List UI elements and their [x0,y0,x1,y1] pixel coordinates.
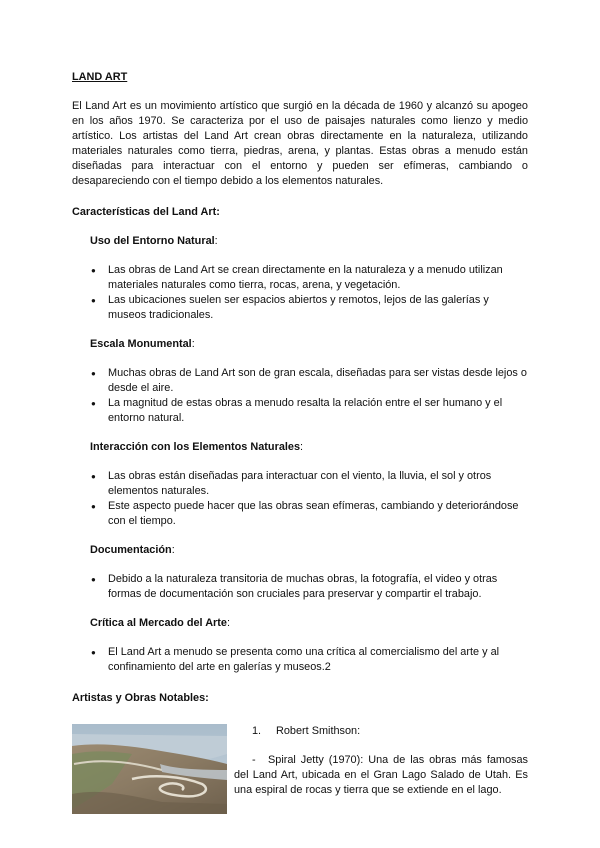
intro-paragraph: El Land Art es un movimiento artístico que surgió en la década de 1960 y alcanzó su apogeo en los años 1970. Se caracteriza por el uso de paisajes naturales como lienzo y medio artístico. Los artistas del Land Art crean obras directamente en la naturaleza, utilizando materiales naturales como tierra, piedras, arena, y plantas. Estas obras a menudo están diseñadas para interactuar con el entorno y pueden ser efímeras, cambiando o desapareciendo con el tiempo debido a los elementos naturales. [72,100,528,187]
artist-name: 1. Robert Smithson: [252,725,361,737]
artist-work: - Spiral Jetty (1970): Una de las obras más famosas del Land Art, ubicada en el Gran Lago Salado de Utah. Es una espiral de rocas y tierra que se extiende en el lago. [234,754,528,796]
list-item: ● La magnitud de estas obras a menudo resalta la relación entre el ser humano y el entorno natural. [108,396,528,426]
bullet-list [90,572,528,602]
section-heading: Interacción con los Elementos Naturales: [90,441,304,453]
list-item: ● Las obras de Land Art se crean directamente en la naturaleza y a menudo utilizan materiales naturales como tierra, rocas, arena, y vegetación. [108,263,528,293]
section-heading: Uso del Entorno Natural: [90,235,218,247]
artist-entry [72,724,528,824]
list-item: ● Las obras están diseñadas para interactuar con el viento, la lluvia, el sol y otros elementos naturales. [108,469,528,499]
section-heading: Crítica al Mercado del Arte: [90,617,231,629]
bullet-list [90,469,528,529]
characteristics-heading: Características del Land Art: [72,206,220,218]
bullet-list [90,645,528,675]
section-heading: Documentación: [90,544,175,556]
section-heading: Escala Monumental: [90,338,195,350]
document-title: LAND ART [72,71,128,83]
list-item: ● Debido a la naturaleza transitoria de muchas obras, la fotografía, el video y otras formas de documentación son cruciales para preservar y compartir el trabajo. [108,572,528,602]
spiral-jetty-photo [72,724,227,814]
list-item: ● Muchas obras de Land Art son de gran escala, diseñadas para ser vistas desde lejos o desde el aire. [108,366,528,396]
bullet-list [90,263,528,323]
bullet-list [90,366,528,426]
document-page [72,70,528,824]
list-item: ● Este aspecto puede hacer que las obras sean efímeras, cambiando y deteriorándose con el tiempo. [108,499,528,529]
list-item: ● Las ubicaciones suelen ser espacios abiertos y remotos, lejos de las galerías y museos tradicionales. [108,293,528,323]
artist-text [234,724,528,798]
artists-heading: Artistas y Obras Notables: [72,692,209,704]
list-item: ● El Land Art a menudo se presenta como una crítica al comercialismo del arte y al confinamiento del arte en galerías y museos.2 [108,645,528,675]
